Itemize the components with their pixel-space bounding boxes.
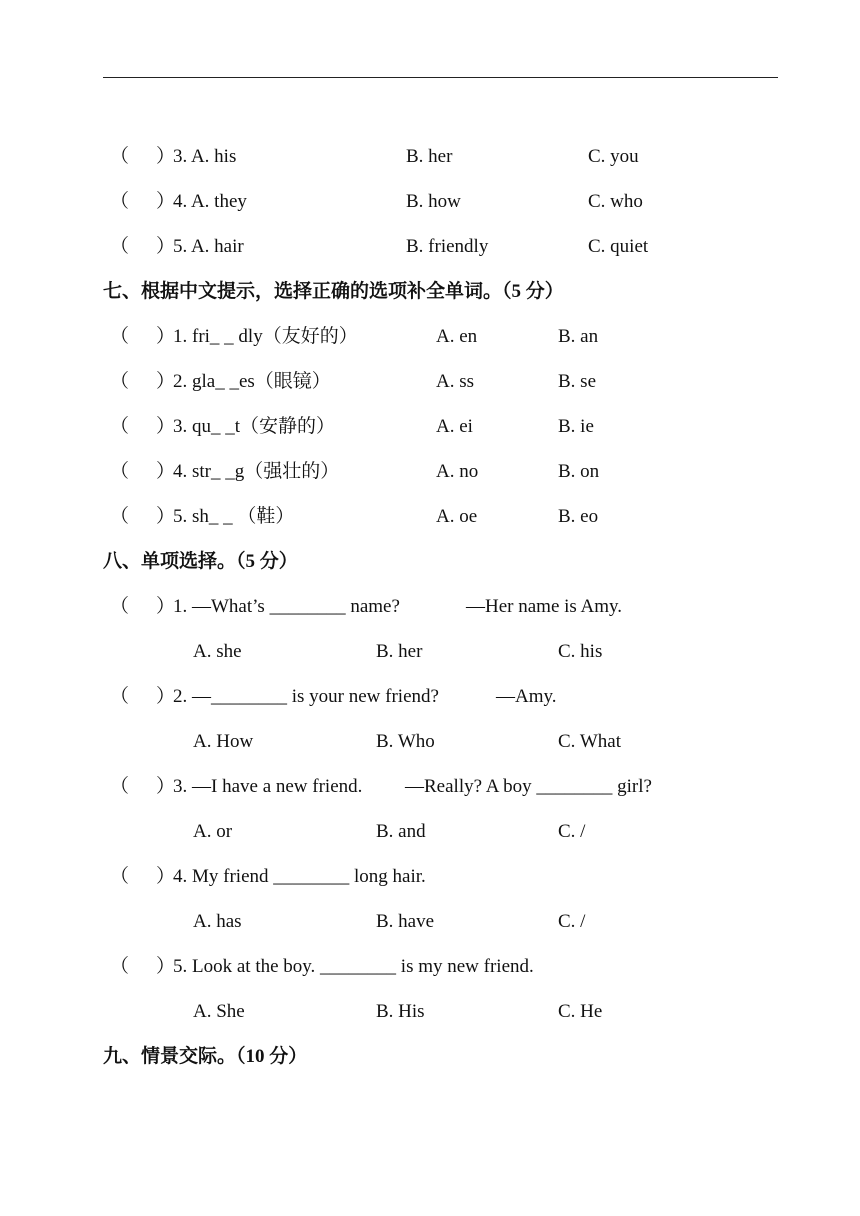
option-b: B. friendly [406,236,489,257]
answer-paren-close: ） [156,146,176,167]
option-a: A. ei [436,416,473,437]
option-c: C. his [558,641,603,662]
answer-paren-close: ） [156,236,176,257]
answer-paren-open: （ [110,461,130,482]
section-9-heading: 九、情景交际。（10 分） [103,1046,308,1067]
question-row [0,864,860,890]
answer-paren-open: （ [110,146,130,167]
question-stem: 2. —________ is your new friend? [173,686,439,707]
answer-paren-open: （ [110,596,130,617]
answer-paren-close: ） [156,416,176,437]
answer-paren-close: ） [156,371,176,392]
answer-paren-close: ） [156,596,176,617]
question-row [0,414,860,440]
option-a: A. oe [436,506,478,527]
answer-paren-open: （ [110,956,130,977]
answer-paren-open: （ [110,506,130,527]
question-row [0,954,860,980]
option-a: A. ss [436,371,475,392]
question-row [0,504,860,530]
option-c: C. He [558,1001,603,1022]
question-row [0,189,860,215]
question-row [0,774,860,800]
answer-paren-open: （ [110,416,130,437]
answer-paren-open: （ [110,371,130,392]
options-row [0,909,860,935]
question-stem: 5. A. hair [173,236,244,257]
option-b: B. have [376,911,435,932]
options-row [0,999,860,1025]
question-row [0,234,860,260]
answer-paren-close: ） [156,956,176,977]
section-8-heading: 八、单项选择。（5 分） [103,551,298,572]
options-row [0,819,860,845]
option-b: B. eo [558,506,599,527]
answer-paren-close: ） [156,686,176,707]
option-a: A. no [436,461,479,482]
option-c: C. who [588,191,643,212]
answer-paren-open: （ [110,776,130,797]
option-b: B. how [406,191,461,212]
option-b: B. an [558,326,599,347]
options-row [0,729,860,755]
answer-paren-open: （ [110,191,130,212]
question-row [0,144,860,170]
question-stem: 4. A. they [173,191,247,212]
option-a: A. She [193,1001,245,1022]
option-b: B. her [376,641,423,662]
answer-paren-close: ） [156,776,176,797]
question-row [0,684,860,710]
question-stem: 3. qu_ _t（安静的） [173,416,336,437]
dialog-reply: —Her name is Amy. [466,596,623,617]
option-b: B. ie [558,416,594,437]
answer-paren-open: （ [110,326,130,347]
question-stem: 3. —I have a new friend. [173,776,363,797]
dialog-reply: —Amy. [496,686,557,707]
question-stem: 1. fri_ _ dly（友好的） [173,326,358,347]
option-c: C. / [558,821,586,842]
dialog-reply: —Really? A boy ________ girl? [405,776,652,797]
option-a: A. she [193,641,242,662]
option-a: A. en [436,326,478,347]
answer-paren-close: ） [156,191,176,212]
answer-paren-open: （ [110,236,130,257]
option-a: A. How [193,731,254,752]
question-row [0,369,860,395]
section-7-heading: 七、根据中文提示，选择正确的选项补全单词。（5 分） [103,281,564,302]
option-a: A. or [193,821,233,842]
question-stem: 4. My friend ________ long hair. [173,866,426,887]
option-c: C. What [558,731,621,752]
option-b: B. on [558,461,600,482]
option-b: B. Who [376,731,435,752]
question-stem: 5. Look at the boy. ________ is my new friend. [173,956,534,977]
question-stem: 1. —What’s ________ name? [173,596,400,617]
option-b: B. se [558,371,596,392]
option-c: C. you [588,146,639,167]
answer-paren-close: ） [156,506,176,527]
question-row [0,459,860,485]
question-row [0,594,860,620]
option-c: C. quiet [588,236,649,257]
answer-paren-open: （ [110,686,130,707]
option-c: C. / [558,911,586,932]
question-stem: 2. gla_ _es（眼镜） [173,371,331,392]
question-stem: 4. str_ _g（强壮的） [173,461,340,482]
question-stem: 3. A. his [173,146,237,167]
options-row [0,639,860,665]
header-rule [103,77,778,78]
option-b: B. His [376,1001,425,1022]
answer-paren-close: ） [156,461,176,482]
option-a: A. has [193,911,242,932]
question-stem: 5. sh_ _ （鞋） [173,506,295,527]
question-row [0,324,860,350]
answer-paren-open: （ [110,866,130,887]
answer-paren-close: ） [156,866,176,887]
answer-paren-close: ） [156,326,176,347]
option-b: B. her [406,146,453,167]
option-b: B. and [376,821,426,842]
